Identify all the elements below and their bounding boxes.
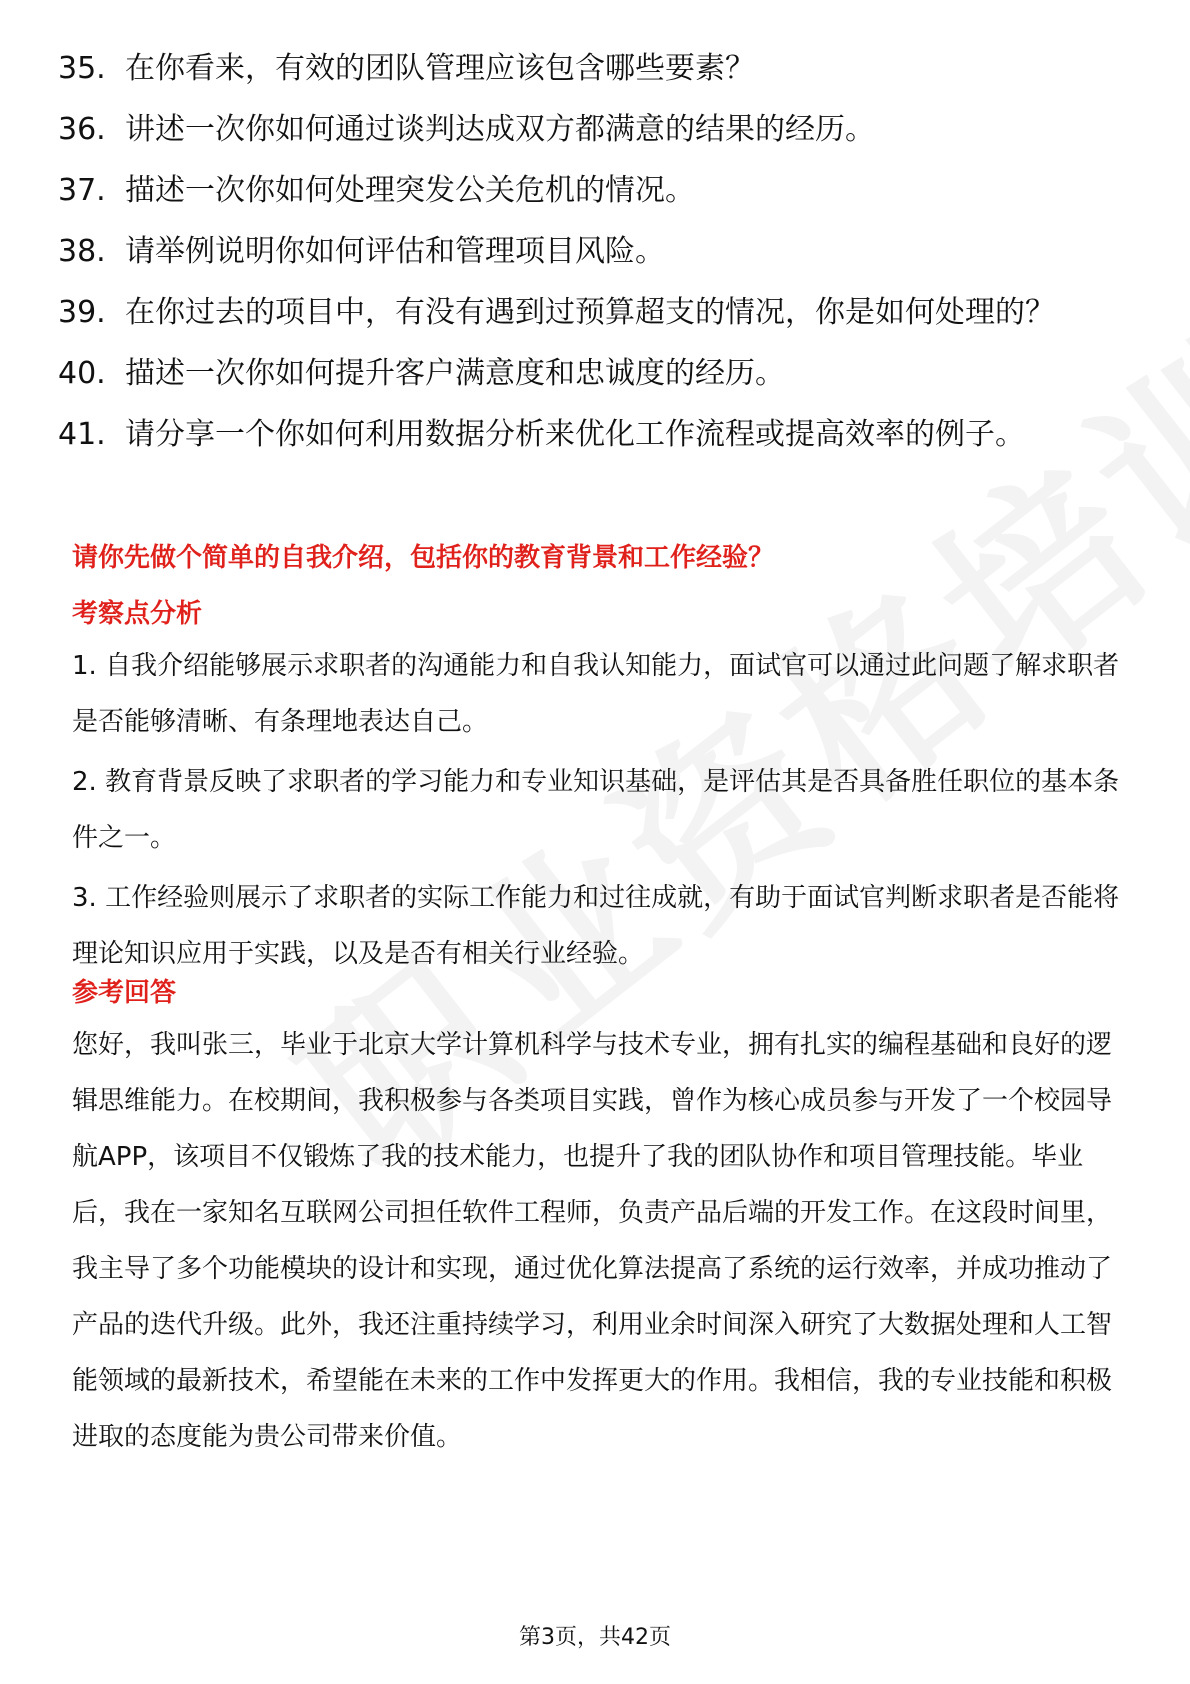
analysis-point: 1. 自我介绍能够展示求职者的沟通能力和自我认知能力，面试官可以通过此问题了解求职者是否能够清晰、有条理地表达自己。 xyxy=(72,651,1120,737)
question-number: 38. xyxy=(58,234,106,269)
question-text: 在你看来，有效的团队管理应该包含哪些要素？ xyxy=(125,51,755,86)
question-number: 35. xyxy=(58,51,106,86)
question-number: 36. xyxy=(58,112,106,147)
question-number: 40. xyxy=(58,356,106,391)
question-text: 在你过去的项目中，有没有遇到过预算超支的情况，你是如何处理的？ xyxy=(125,295,1055,330)
question-text: 描述一次你如何处理突发公关危机的情况。 xyxy=(125,173,695,208)
question-item-35 xyxy=(58,48,1128,90)
analysis-section xyxy=(72,596,1122,986)
question-list xyxy=(58,48,1128,475)
answer-title: 参考回答 xyxy=(72,978,177,1008)
question-item-38 xyxy=(58,231,1128,273)
question-text: 请分享一个你如何利用数据分析来优化工作流程或提高效率的例子。 xyxy=(125,417,1025,452)
question-text: 请举例说明你如何评估和管理项目风险。 xyxy=(125,234,665,269)
question-heading-section xyxy=(72,540,1122,576)
question-item-37 xyxy=(58,170,1128,212)
analysis-title: 考察点分析 xyxy=(72,599,203,629)
question-text: 描述一次你如何提升客户满意度和忠诚度的经历。 xyxy=(125,356,785,391)
question-item-36 xyxy=(58,109,1128,151)
analysis-points xyxy=(72,638,1122,982)
question-item-40 xyxy=(58,353,1128,395)
question-item-39 xyxy=(58,292,1128,334)
question-text: 讲述一次你如何通过谈判达成双方都满意的结果的经历。 xyxy=(125,112,875,147)
question-number: 41. xyxy=(58,417,106,452)
answer-text: 您好，我叫张三，毕业于北京大学计算机科学与技术专业，拥有扎实的编程基础和良好的逻辑思维能力。在校期间，我积极参与各类项目实践，曾作为核心成员参与开发了一个校园导航APP，该项目不仅锻炼了我的技术能力，也提升了我的团队协作和项目管理技能。毕业后，我在一家知名互联网公司担任软件工程师，负责产品后端的开发工作。在这段时间里，我主导了多个功能模块的设计和实现，通过优化算法提高了系统的运行效率，并成功推动了产品的迭代升级。此外，我还注重持续学习，利用业余时间深入研究了大数据处理和人工智能领域的最新技术，希望能在未来的工作中发挥更大的作用。我相信，我的专业技能和积极进取的态度能为贵公司带来价值。 xyxy=(72,1030,1113,1452)
question-item-41 xyxy=(58,414,1128,456)
analysis-point: 3. 工作经验则展示了求职者的实际工作能力和过往成就，有助于面试官判断求职者是否能将理论知识应用于实践，以及是否有相关行业经验。 xyxy=(72,883,1120,969)
analysis-point: 2. 教育背景反映了求职者的学习能力和专业知识基础，是评估其是否具备胜任职位的基本条件之一。 xyxy=(72,767,1120,853)
question-number: 37. xyxy=(58,173,106,208)
answer-section xyxy=(72,975,1122,1465)
question-title: 请你先做个简单的自我介绍，包括你的教育背景和工作经验？ xyxy=(72,543,775,573)
question-number: 39. xyxy=(58,295,106,330)
page-number-footer: 第3页，共42页 xyxy=(519,1625,671,1650)
